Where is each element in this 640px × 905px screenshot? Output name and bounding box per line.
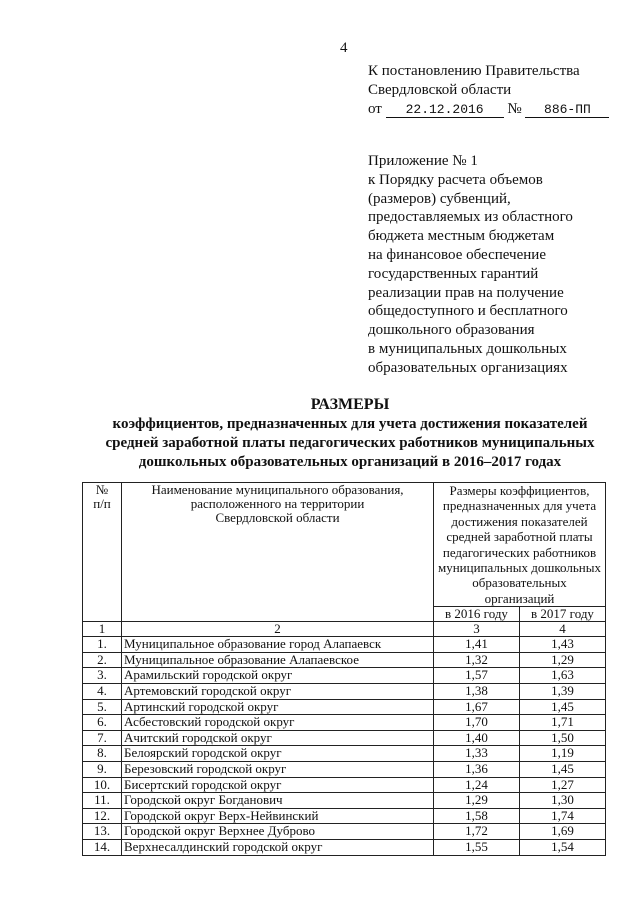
table-row bbox=[83, 808, 606, 824]
table-row bbox=[83, 715, 606, 731]
decree-from-label: от bbox=[368, 101, 382, 117]
index-cell: 4 bbox=[520, 622, 606, 637]
row-value-2017: 1,27 bbox=[520, 777, 606, 793]
row-municipality-name: Артемовский городской округ bbox=[122, 684, 434, 700]
header-num-line: № bbox=[95, 482, 109, 497]
row-value-2016: 1,72 bbox=[434, 824, 520, 840]
row-municipality-name: Городской округ Богданович bbox=[122, 793, 434, 809]
appendix-line: бюджета местным бюджетам bbox=[368, 228, 555, 245]
table-row bbox=[83, 746, 606, 762]
row-municipality-name: Березовский городской округ bbox=[122, 762, 434, 778]
row-number: 2. bbox=[83, 652, 122, 668]
header-coef bbox=[434, 483, 606, 607]
document-title bbox=[80, 395, 620, 472]
row-value-2016: 1,38 bbox=[434, 684, 520, 700]
row-value-2016: 1,32 bbox=[434, 652, 520, 668]
row-value-2017: 1,30 bbox=[520, 793, 606, 809]
row-number: 13. bbox=[83, 824, 122, 840]
table-row bbox=[83, 684, 606, 700]
header-year-2017: в 2017 году bbox=[520, 607, 606, 622]
row-number: 8. bbox=[83, 746, 122, 762]
header-coef-line: муниципальных дошкольных bbox=[438, 560, 601, 576]
row-value-2017: 1,45 bbox=[520, 699, 606, 715]
table-row bbox=[83, 637, 606, 653]
decree-reference bbox=[368, 62, 609, 119]
table-header-row bbox=[83, 483, 606, 607]
row-number: 3. bbox=[83, 668, 122, 684]
header-name-line: расположенного на территории bbox=[190, 496, 365, 511]
decree-number: 886-ПП bbox=[525, 103, 609, 118]
row-number: 9. bbox=[83, 762, 122, 778]
appendix-line: образовательных организациях bbox=[368, 359, 568, 376]
row-number: 6. bbox=[83, 715, 122, 731]
row-value-2016: 1,33 bbox=[434, 746, 520, 762]
row-value-2016: 1,70 bbox=[434, 715, 520, 731]
row-number: 4. bbox=[83, 684, 122, 700]
row-value-2017: 1,69 bbox=[520, 824, 606, 840]
header-coef-line: предназначенных для учета bbox=[442, 498, 597, 514]
title-sub-line: дошкольных образовательных организаций в 2016–2017 годах bbox=[138, 454, 562, 470]
row-value-2016: 1,41 bbox=[434, 637, 520, 653]
table-row bbox=[83, 824, 606, 840]
row-number: 7. bbox=[83, 730, 122, 746]
row-value-2016: 1,29 bbox=[434, 793, 520, 809]
row-value-2017: 1,74 bbox=[520, 808, 606, 824]
header-coef-line: педагогических работников bbox=[442, 544, 597, 560]
row-municipality-name: Асбестовский городской округ bbox=[122, 715, 434, 731]
row-value-2016: 1,40 bbox=[434, 730, 520, 746]
header-coef-line: образовательных bbox=[472, 575, 567, 591]
index-cell: 3 bbox=[434, 622, 520, 637]
row-municipality-name: Муниципальное образование Алапаевское bbox=[122, 652, 434, 668]
header-coef-line: достижения показателей bbox=[451, 513, 588, 529]
row-value-2017: 1,54 bbox=[520, 839, 606, 855]
table-body bbox=[83, 637, 606, 855]
row-value-2017: 1,63 bbox=[520, 668, 606, 684]
header-name-line: Наименование муниципального образования, bbox=[151, 482, 404, 497]
row-value-2016: 1,57 bbox=[434, 668, 520, 684]
row-municipality-name: Верхнесалдинский городской округ bbox=[122, 839, 434, 855]
row-value-2017: 1,45 bbox=[520, 762, 606, 778]
decree-number-label: № bbox=[507, 101, 522, 117]
appendix-line: в муниципальных дошкольных bbox=[368, 340, 567, 357]
row-municipality-name: Артинский городской округ bbox=[122, 699, 434, 715]
appendix-line: к Порядку расчета объемов bbox=[368, 171, 543, 188]
header-num bbox=[83, 483, 122, 622]
table-row bbox=[83, 668, 606, 684]
row-value-2017: 1,19 bbox=[520, 746, 606, 762]
header-coef-line: средней заработной платы bbox=[446, 529, 593, 545]
header-coef-line: Размеры коэффициентов, bbox=[449, 483, 590, 498]
row-municipality-name: Ачитский городской округ bbox=[122, 730, 434, 746]
decree-line-2: Свердловской области bbox=[368, 82, 512, 98]
header-coef-line: организаций bbox=[484, 590, 555, 606]
header-name bbox=[122, 483, 434, 622]
appendix-line: Приложение № 1 bbox=[368, 153, 478, 169]
title-main: РАЗМЕРЫ bbox=[310, 396, 390, 413]
row-value-2016: 1,55 bbox=[434, 839, 520, 855]
appendix-line: (размеров) субвенций, bbox=[368, 190, 511, 207]
row-value-2017: 1,29 bbox=[520, 652, 606, 668]
row-value-2016: 1,67 bbox=[434, 699, 520, 715]
row-number: 10. bbox=[83, 777, 122, 793]
table-row bbox=[83, 730, 606, 746]
row-number: 5. bbox=[83, 699, 122, 715]
row-number: 1. bbox=[83, 637, 122, 653]
header-num-line: п/п bbox=[93, 496, 111, 511]
title-sub-line: средней заработной платы педагогических работников муниципальных bbox=[105, 435, 595, 451]
row-municipality-name: Городской округ Верхнее Дуброво bbox=[122, 824, 434, 840]
row-value-2016: 1,24 bbox=[434, 777, 520, 793]
table-row bbox=[83, 793, 606, 809]
row-municipality-name: Городской округ Верх-Нейвинский bbox=[122, 808, 434, 824]
table-row bbox=[83, 699, 606, 715]
table-row bbox=[83, 762, 606, 778]
row-value-2017: 1,50 bbox=[520, 730, 606, 746]
decree-date-line bbox=[368, 100, 609, 119]
row-value-2017: 1,39 bbox=[520, 684, 606, 700]
table-row bbox=[83, 777, 606, 793]
table-row bbox=[83, 652, 606, 668]
row-number: 12. bbox=[83, 808, 122, 824]
row-value-2017: 1,43 bbox=[520, 637, 606, 653]
table-row bbox=[83, 839, 606, 855]
appendix-line: реализации прав на получение bbox=[368, 284, 564, 301]
row-value-2016: 1,36 bbox=[434, 762, 520, 778]
page-number: 4 bbox=[340, 40, 348, 56]
row-municipality-name: Арамильский городской округ bbox=[122, 668, 434, 684]
decree-line-1: К постановлению Правительства bbox=[368, 63, 580, 79]
table-index-row bbox=[83, 622, 606, 637]
appendix-line: на финансовое обеспечение bbox=[368, 246, 546, 263]
title-sub-line: коэффициентов, предназначенных для учета достижения показателей bbox=[112, 416, 588, 432]
row-value-2016: 1,58 bbox=[434, 808, 520, 824]
row-municipality-name: Бисертский городской округ bbox=[122, 777, 434, 793]
coefficients-table bbox=[82, 482, 606, 856]
header-name-line: Свердловской области bbox=[215, 510, 340, 525]
index-cell: 2 bbox=[122, 622, 434, 637]
header-year-2016: в 2016 году bbox=[434, 607, 520, 622]
row-municipality-name: Белоярский городской округ bbox=[122, 746, 434, 762]
row-municipality-name: Муниципальное образование город Алапаевск bbox=[122, 637, 434, 653]
appendix-line: общедоступного и бесплатного bbox=[368, 303, 568, 320]
appendix-line: дошкольного образования bbox=[368, 322, 535, 339]
appendix-line: государственных гарантий bbox=[368, 265, 539, 282]
index-cell: 1 bbox=[83, 622, 122, 637]
appendix-line: предоставляемых из областного bbox=[368, 209, 573, 226]
row-number: 14. bbox=[83, 839, 122, 855]
appendix-block bbox=[368, 152, 573, 378]
row-value-2017: 1,71 bbox=[520, 715, 606, 731]
row-number: 11. bbox=[83, 793, 122, 809]
decree-date: 22.12.2016 bbox=[386, 103, 504, 118]
